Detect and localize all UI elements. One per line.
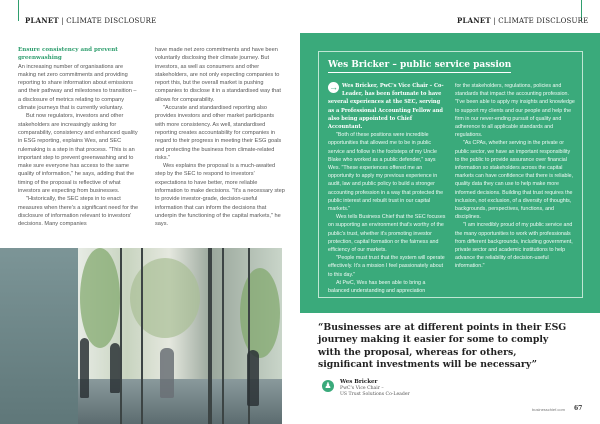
article-paragraph: "Accurate and standardised reporting also provides investors and other market participants with more consistency. As well, standardised reporting creates accountability for companies in regard to their progress in meeting their ESG goals and protecting the business from climate-related risks." xyxy=(155,105,282,161)
role-line: US Trust Solutions Co-Leader xyxy=(340,392,410,397)
sidebar-paragraph: "Both of these positions were incredible opportunities that allowed me to be in public service and follow in the footsteps of my Uncle Blake who worked as a public defender," says Wes. "These experiences offered me an opportunity to apply my previous experience in audit, law and public policy to build a stronger accounting profession in a way that protected the public interest and rebuilt trust in our capital markets." xyxy=(328,132,444,213)
header-separator: | xyxy=(493,17,496,25)
person-icon: ♟ xyxy=(322,380,334,392)
article-subheading: Ensure consistency and prevent greenwashing xyxy=(18,47,118,62)
sidebar-title: Wes Bricker – public service passion xyxy=(328,60,511,73)
header-rule-left xyxy=(18,0,19,21)
article-column-2 xyxy=(155,46,285,229)
role-line: PwC's Vice Chair – xyxy=(340,386,384,391)
sidebar-paragraph: "I am incredibly proud of my public service and the many opportunities to work with professionals from different backgrounds, including government, private sector and academic institutions to help advance the reliability of decision-useful information." xyxy=(455,222,573,270)
sidebar-frame xyxy=(318,51,583,298)
article-paragraph: have made net zero commitments and have been voluntarily disclosing their climate journey. But investors, as well as consumers and other stakeholders, are not only expecting companies to report this, but the overall market is pushing companies to disclose it in a standardised way that allows for comparability. xyxy=(155,47,281,103)
arrow-right-icon: → xyxy=(329,82,338,92)
sidebar-paragraph: At PwC, Wes has been able to bring a balanced understanding and appreciation xyxy=(328,279,426,295)
sidebar-paragraph: Wes tells Business Chief that the SEC focuses on supporting an environment that's worthy of the public's trust, whether it's promoting investor protection, capital formation or the fairness and efficiency of our markets. xyxy=(328,214,446,254)
header-separator: | xyxy=(61,17,64,25)
pull-quote: “Businesses are at different points in their ESG journey making it easier for some to comply with the proposal, whereas for others, significant investments will be necessary” xyxy=(318,322,567,371)
sidebar-box xyxy=(300,33,600,313)
sidebar-column-2 xyxy=(455,82,575,271)
sidebar-paragraph: for the stakeholders, regulations, policies and standards that impact the accounting profession. "I've been able to apply my insights and knowledge to support my clients and our people and help the firm in our never-ending pursuit of quality and adherence to all applicable standards and regulations. xyxy=(455,83,575,139)
quote-author-name: Wes Bricker xyxy=(340,379,378,385)
section-header-left xyxy=(25,16,156,25)
article-paragraph: Wes explains the proposal is a much-awaited step by the SEC to respond to investors' expectations to have better, more reliable information to make decisions. "It's a necessary step to provide investor-grade, decision-useful information that can inform the decisions that underpin the functioning of the capital markets," he says. xyxy=(155,163,285,228)
footer-site: businesschief.com xyxy=(532,407,565,412)
article-paragraph: "Historically, the SEC steps in to enact measures when there's a significant need for the disclosure of information relevant to investors' decisions. Many companies xyxy=(18,196,139,228)
office-lobby-photo xyxy=(0,248,282,424)
article-column-1 xyxy=(18,46,141,229)
topic-label: CLIMATE DISCLOSURE xyxy=(498,17,589,25)
sidebar-paragraph: "People must trust that the system will operate effectively. It's a mission I feel passionately about to this day." xyxy=(328,255,445,278)
section-label: PLANET xyxy=(457,16,491,25)
section-header-right xyxy=(457,16,588,25)
topic-label: CLIMATE DISCLOSURE xyxy=(66,17,157,25)
section-label: PLANET xyxy=(25,16,59,25)
article-paragraph: An increasing number of organisations are making net zero commitments and providing reporting to share information about emissions and their pathway and milestones to transition – a disclosure of metrics relating to company climate journeys that is currently voluntary. xyxy=(18,63,137,112)
article-paragraph: But now regulators, investors and other stakeholders are increasingly asking for comparability, consistency and enhanced quality in ESG reporting, explains Wes, and SEC rulemaking is a step in that process. "This is an important step to prevent greenwashing and to make sure everyone has access to the same quality of information," he says, adding that the timing of the proposal is reflective of what investors are expecting from businesses. xyxy=(18,113,138,195)
sidebar-lead: Wes Bricker, PwC's Vice Chair – Co-Leader, has been fortunate to have several experiences at the SEC, serving as a Professional Accounting Fellow and also being appointed to Chief Accountant. xyxy=(328,83,444,131)
sidebar-column-1 xyxy=(328,82,448,295)
sidebar-paragraph: "As CPAs, whether serving in the private or public sector, we have an important responsibility to the public to provide assurance over financial information so stakeholders across the capital markets can have confidence that there is reliable, quality data they can use to help make more informed decisions. Building that trust requires the inclusion, not exclusion, of a diversity of thoughts, backgrounds, perspectives, functions, and disciplines. xyxy=(455,140,574,221)
page-number: 67 xyxy=(574,405,583,412)
quote-author-role xyxy=(340,386,410,398)
